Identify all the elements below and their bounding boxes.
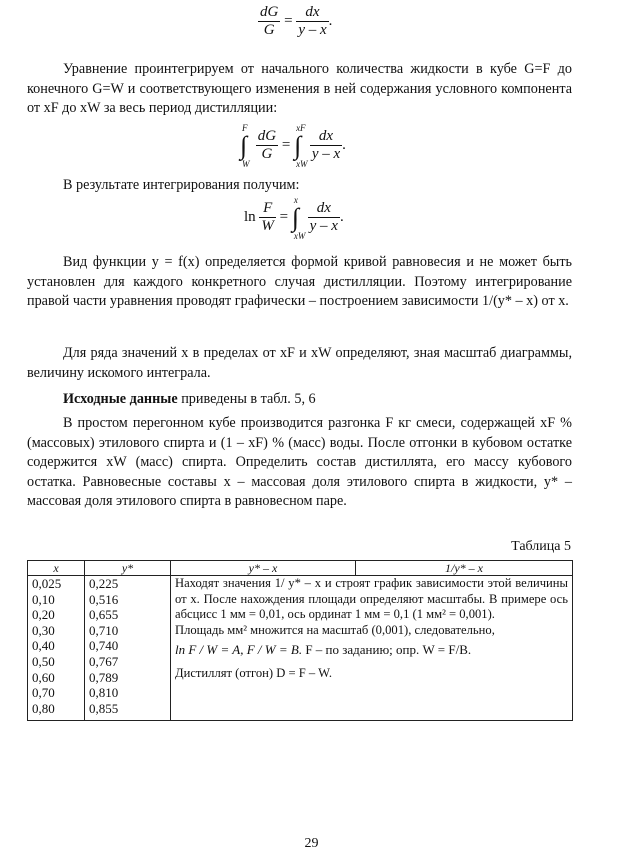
y-column — [85, 576, 171, 721]
frac-num: dx — [308, 200, 340, 218]
y-value: 0,225 — [89, 576, 119, 591]
frac-den: G — [263, 22, 275, 38]
x-value: 0,10 — [32, 591, 55, 607]
frac-num: dG — [260, 4, 279, 20]
y-value: 0,810 — [89, 685, 119, 701]
description-text: Находят значения 1/ y* – x и строят график зависимости этой величины от x. После нахождения площади определяют масштабы. В примере ось абсцисс 1 мм = 0,01, ось ординат 1 мм = 0,1 (1 мм² = 0,001). — [175, 576, 568, 622]
integral-lower: W — [242, 158, 250, 169]
frac-num: dx — [310, 128, 342, 146]
x-value: 0,30 — [32, 622, 55, 638]
header-inverse: 1/y* – x — [356, 561, 573, 576]
ln-label: ln — [244, 208, 256, 225]
paragraph-source-data — [27, 390, 572, 410]
integral-upper: F — [242, 122, 248, 133]
x-value: 0,60 — [32, 669, 55, 685]
x-value: 0,80 — [32, 700, 55, 716]
y-value: 0,655 — [89, 607, 119, 623]
frac-den: y – x — [298, 22, 327, 38]
frac-den: y – x — [309, 218, 338, 234]
source-data-heading: Исходные данные — [63, 391, 178, 407]
formula-integral-equation: ∫ F W $\frac{dG}{G}$ = ∫ xF xW $\frac{dx}{y - x}$ . — [240, 122, 346, 169]
y-value: 0,710 — [89, 622, 119, 638]
frac-den: G — [261, 146, 273, 162]
y-value: 0,740 — [89, 638, 119, 654]
integral-sign: ∫ x xW — [291, 194, 306, 241]
description-cell — [171, 576, 573, 721]
frac-num: dG — [257, 128, 277, 144]
table-row — [28, 576, 573, 721]
integral-lower: xW — [296, 158, 308, 169]
paragraph-function-description: Вид функции y = f(x) определяется формой кривой равновесия и не может быть установлен для каждого конкретного случая дистилляции. Поэтому интегрирование правой части уравнения проводят графически – построением зависимости 1/(y* – x) от x. — [27, 254, 572, 309]
table-header-row — [28, 561, 573, 576]
x-value: 0,70 — [32, 685, 55, 701]
integral-upper: xF — [296, 122, 306, 133]
x-value: 0,50 — [32, 653, 55, 669]
paragraph-result-intro: В результате интегрирования получим: — [63, 177, 300, 193]
frac-den: W — [261, 218, 274, 234]
paragraph-integration-intro: Уравнение проинтегрируем от начального количества жидкости в кубе G=F до конечного G=W и соответствующего изменения в ней содержания условного компонента от xF до xW за весь период дистилляции: — [27, 61, 572, 116]
y-value: 0,767 — [89, 653, 119, 669]
frac-num: dx — [296, 4, 328, 22]
y-value: 0,516 — [89, 591, 119, 607]
description-formula: ln F / W = A, F / W = B. — [175, 642, 303, 658]
description-text: Площадь мм² множится на масштаб (0,001), следовательно, — [175, 622, 495, 637]
header-x: x — [28, 561, 85, 576]
x-value: 0,025 — [32, 576, 62, 591]
page-number: 29 — [304, 836, 319, 851]
integral-sign: ∫ F W — [240, 122, 250, 169]
paragraph-task: В простом перегонном кубе производится разгонка F кг смеси, содержащей xF % (массовых) этилового спирта и (1 – xF) % (масс) воды. После отгонки в кубовом остатке содержится xW (масс) спирта. Определить состав дистиллята, его массу кубового остатка. Равновесные составы x – массовая доля этилового спирта в жидкости, y* – массовая доля этилового спирта в равновесном паре. — [27, 415, 572, 509]
x-value: 0,40 — [32, 638, 55, 654]
frac-num: F — [259, 200, 276, 218]
y-value: 0,855 — [89, 700, 119, 716]
integral-upper: x — [293, 194, 298, 205]
formula-ln-f-over-w: ln $\frac{F}{W}$ = ∫ x xW $\frac{dx}{y - x}$ . — [244, 194, 344, 241]
integral-lower: xW — [293, 230, 306, 241]
x-value: 0,20 — [32, 607, 55, 623]
table-caption: Таблица 5 — [511, 539, 571, 554]
x-column — [28, 576, 85, 721]
formula-dg-over-g: $\frac{dG}{G}$ = $\frac{dx}{y - x}$ . — [260, 4, 333, 38]
paragraph-integral-values: Для ряда значений x в пределах от xF и xW определяют, зная масштаб диаграммы, величину искомого интеграла. — [27, 345, 572, 381]
source-data-ref: приведены в табл. 5, 6 — [177, 391, 316, 407]
description-text: F – по заданию; опр. W = F/B. — [302, 642, 472, 658]
y-value: 0,789 — [89, 669, 119, 685]
description-text: Дистиллят (отгон) D = F – W. — [175, 665, 332, 680]
integral-sign: ∫ xF xW — [294, 122, 308, 169]
header-y-minus-x: y* – x — [171, 561, 356, 576]
frac-den: y – x — [311, 146, 341, 162]
data-table — [27, 560, 573, 721]
description-formula-line — [175, 642, 568, 658]
header-y-star: y* — [85, 561, 171, 576]
